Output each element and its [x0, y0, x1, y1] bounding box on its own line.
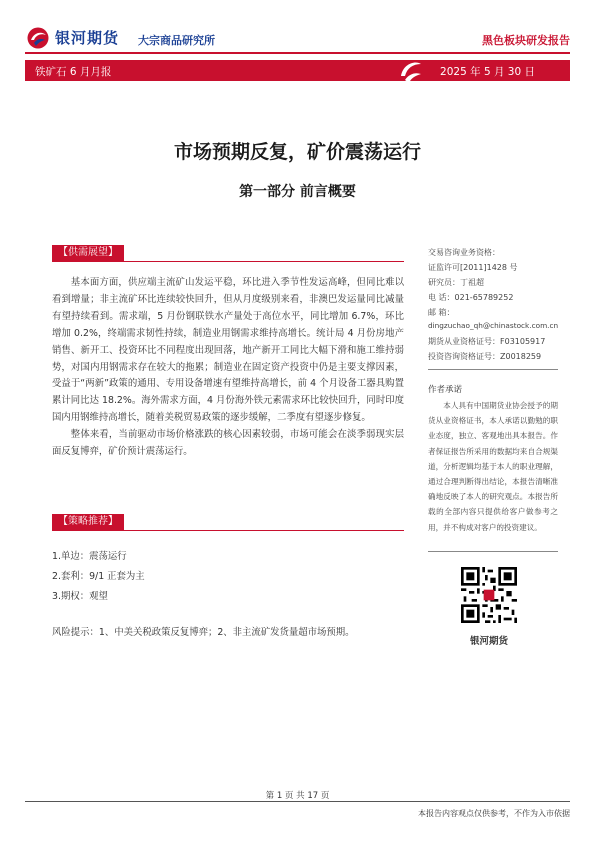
strategy-rule [52, 530, 404, 531]
sidebar-divider [428, 551, 558, 552]
disclaimer-title: 作者承诺 [428, 385, 463, 395]
strategy-item: 3.期权：观望 [52, 591, 108, 602]
swoosh-logo-icon [395, 56, 425, 86]
supply-demand-label: 【供需展望】 [52, 245, 124, 261]
report-type: 黑色板块研发报告 [482, 34, 570, 47]
email-label: 邮 箱： [428, 308, 455, 317]
qr-caption: 银河期货 [469, 636, 508, 647]
strategy-label: 【策略推荐】 [52, 514, 124, 530]
supply-demand-text [52, 275, 404, 461]
report-name: 铁矿石 6 月月报 [35, 66, 112, 78]
sidebar-divider [428, 369, 558, 370]
page-header [0, 0, 595, 60]
header-divider [25, 52, 570, 54]
risk-warning: 风险提示：1、中美关税政策反复博弈；2、非主流矿发货量超市场预期。 [52, 627, 355, 638]
license-title: 交易咨询业务资格： [428, 248, 500, 257]
supply-demand-paragraph: 基本面方面，供应端主流矿山发运平稳，环比进入季节性发运高峰，但同比难以看到增量；非主流矿环比连续较快回升，但从月度级别来看，非澳巴发运量同比减量有望持续看到。需求端，5 月份钢联铁水产量处于高位水平，同比增加 6.7%，环比增加 0.2%，终端需求韧性持续，制造业用钢需求维持高增长。统计局 4 月份房地产销售、新开工、投资环比不同程度出现回落，地产新开工同比大幅下滑和施工维持弱势，对国内用钢需求存在较大的拖累；制造业在固定资产投资中仍是主要支撑因素，受益于“两新”政策的通用、专用设备增速有望维持高增长，前 4 个月设备工器具购置累计同比达 18.2%。海外需求方面，4 月份海外铁元素需求环比较快回升，同时印度国内用钢维持高增长，随着美税贸易政策的逐步缓解，二季度有望逐步修复。 [52, 277, 404, 424]
supply-demand-rule [52, 261, 404, 262]
supply-demand-paragraph: 整体来看，当前驱动市场价格涨跌的核心因素较弱，市场可能会在淡季弱现实层面反复博弈，矿价预计震荡运行。 [52, 429, 404, 458]
strategy-item: 1.单边：震荡运行 [52, 551, 127, 562]
researcher: 研究员：丁祖超 [428, 278, 484, 287]
phone: 电 话：021-65789252 [428, 293, 514, 302]
futures-license: 期货从业资格证号：F03105917 [428, 337, 546, 346]
footer-divider [25, 801, 570, 802]
consulting-license: 投资咨询资格证号：Z0018259 [428, 352, 542, 361]
institute-name: 大宗商品研究所 [138, 34, 215, 47]
page-title: 市场预期反复，矿价震荡运行 [173, 141, 421, 163]
page-number: 第 1 页 共 17 页 [265, 791, 330, 801]
section-subtitle: 第一部分 前言概要 [239, 184, 356, 200]
qr-code-icon [461, 567, 517, 623]
strategy-item: 2.套利：9/1 正套为主 [52, 571, 145, 582]
footer-disclaimer: 本报告内容观点仅供参考，不作为入市依据 [418, 809, 570, 818]
report-date: 2025 年 5 月 30 日 [440, 66, 535, 78]
disclaimer-paragraph: 本人具有中国期货业协会授予的期货从业资格证书，本人承诺以勤勉的职业态度，独立、客观地出具本报告。作者保证报告所采用的数据均来自合规渠道，分析逻辑均基于本人的职业理解，通过合理判断得出结论，本报告清晰准确地反映了本人的研究观点。本报告所载的全部内容只提供给客户做参考之用，并不构成对客户的投资建议。 [428, 401, 558, 532]
license-number: 证监许可[2011]1428 号 [428, 263, 518, 272]
email-address: dingzuchao_qh@chinastock.com.cn [428, 321, 559, 330]
company-name: 银河期货 [55, 29, 120, 47]
galaxy-logo-icon [27, 27, 49, 49]
disclaimer-text [428, 398, 558, 535]
